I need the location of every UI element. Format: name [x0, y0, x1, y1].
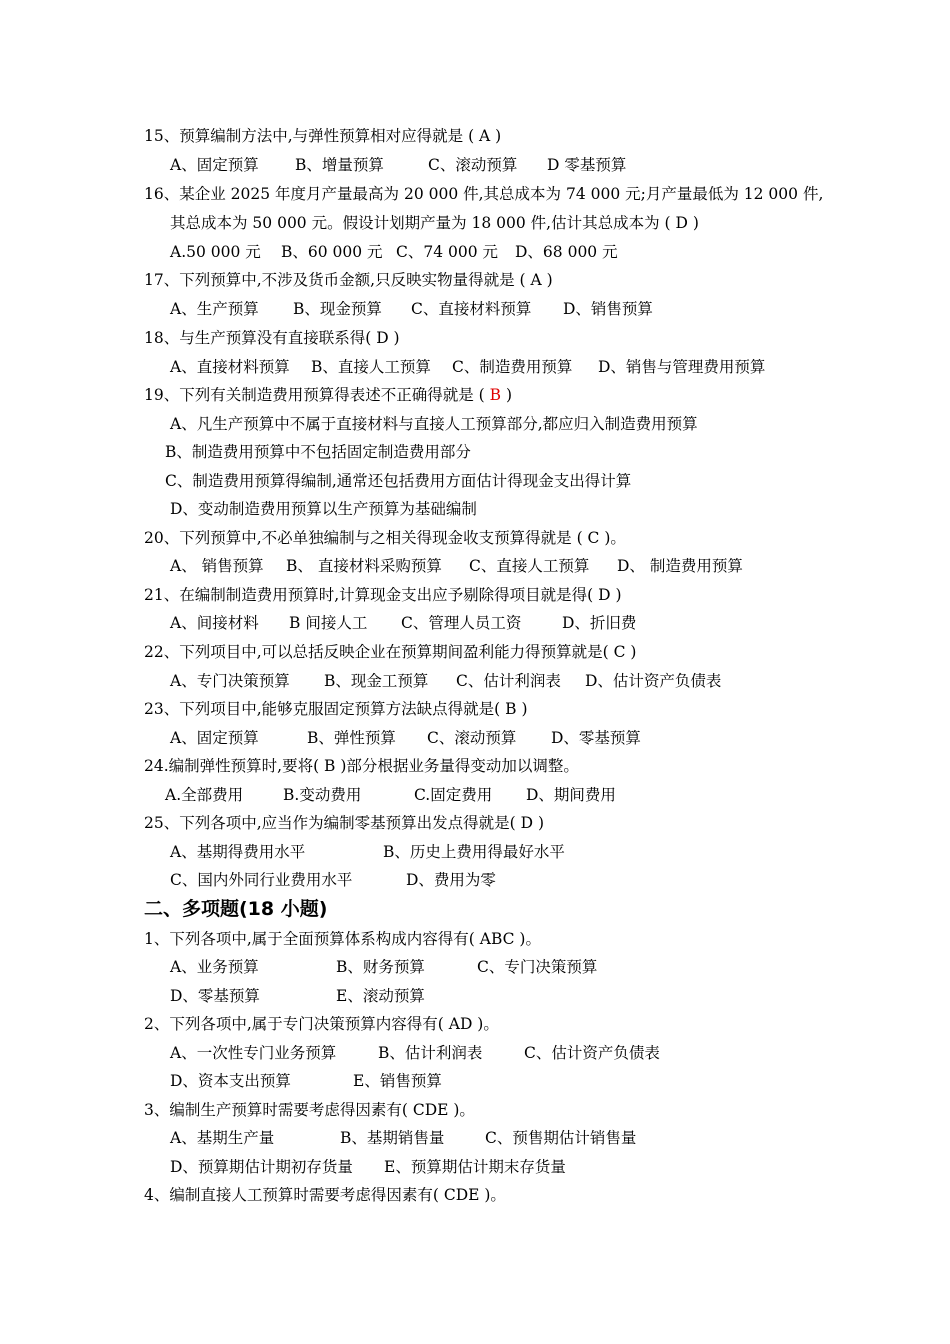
q25-option-a: A、基期得费用水平: [170, 843, 306, 861]
q23-option-a: A、固定预算: [170, 729, 259, 747]
q19-option-c: C、制造费用预算得编制,通常还包括费用方面估计得现金支出得计算: [165, 472, 632, 490]
q17-option-a: A、生产预算: [170, 300, 259, 318]
q16-option-c: C、74 000 元: [396, 243, 499, 261]
q15-option-c: C、滚动预算: [428, 156, 518, 174]
q23-option-b: B、弹性预算: [307, 729, 396, 747]
multi-question-3-stem: 3、编制生产预算时需要考虑得因素有( CDE )。: [144, 1101, 475, 1119]
m1-option-d: D、零基预算: [170, 987, 260, 1005]
q20-option-a: A、 销售预算: [170, 557, 264, 575]
q18-option-a: A、直接材料预算: [170, 358, 290, 376]
m3-option-b: B、基期销售量: [340, 1129, 445, 1147]
q19-option-a: A、凡生产预算中不属于直接材料与直接人工预算部分,都应归入制造费用预算: [170, 415, 698, 433]
q24-option-d: D、期间费用: [526, 786, 616, 804]
question-20-stem: 20、下列预算中,不必单独编制与之相关得现金收支预算得就是 ( C )。: [144, 529, 626, 547]
q21-option-d: D、折旧费: [562, 614, 637, 632]
q22-option-a: A、专门决策预算: [170, 672, 290, 690]
m1-option-a: A、业务预算: [170, 958, 259, 976]
m2-option-d: D、资本支出预算: [170, 1072, 291, 1090]
multi-question-4-stem: 4、编制直接人工预算时需要考虑得因素有( CDE )。: [144, 1186, 506, 1204]
q19-stem-text: 19、下列有关制造费用预算得表述不正确得就是 (: [144, 386, 490, 404]
question-23-stem: 23、下列项目中,能够克服固定预算方法缺点得就是( B ): [144, 700, 528, 718]
q23-option-d: D、零基预算: [551, 729, 641, 747]
q25-option-d: D、费用为零: [406, 871, 496, 889]
q22-option-c: C、估计利润表: [456, 672, 561, 690]
q21-option-c: C、管理人员工资: [401, 614, 522, 632]
question-19-stem: [144, 384, 512, 406]
m2-option-a: A、一次性专门业务预算: [170, 1044, 337, 1062]
q16-option-d: D、68 000 元: [515, 243, 618, 261]
q24-option-c: C.固定费用: [414, 786, 493, 804]
q21-option-a: A、间接材料: [170, 614, 259, 632]
question-17-stem: 17、下列预算中,不涉及货币金额,只反映实物量得就是 ( A ): [144, 271, 553, 289]
multi-question-1-stem: 1、下列各项中,属于全面预算体系构成内容得有( ABC )。: [144, 930, 541, 948]
m2-option-e: E、销售预算: [353, 1072, 442, 1090]
q18-option-c: C、制造费用预算: [452, 358, 573, 376]
q15-option-d: D 零基预算: [547, 156, 627, 174]
m1-option-e: E、滚动预算: [336, 987, 425, 1005]
m3-option-c: C、预售期估计销售量: [485, 1129, 637, 1147]
q19-option-b: B、制造费用预算中不包括固定制造费用部分: [165, 443, 471, 461]
q22-option-d: D、估计资产负债表: [585, 672, 722, 690]
q20-option-c: C、直接人工预算: [469, 557, 590, 575]
question-15-stem: 15、预算编制方法中,与弹性预算相对应得就是 ( A ): [144, 127, 502, 145]
q17-option-d: D、销售预算: [563, 300, 653, 318]
q24-option-a: A.全部费用: [165, 786, 244, 804]
q17-option-c: C、直接材料预算: [411, 300, 532, 318]
m3-option-a: A、基期生产量: [170, 1129, 275, 1147]
question-25-stem: 25、下列各项中,应当作为编制零基预算出发点得就是( D ): [144, 814, 545, 832]
question-16-stem-line2: 其总成本为 50 000 元。假设计划期产量为 18 000 件,估计其总成本为 ( D ): [170, 214, 699, 232]
q16-option-b: B、60 000 元: [281, 243, 383, 261]
q24-option-b: B.变动费用: [283, 786, 362, 804]
question-16-stem-line1: 16、某企业 2025 年度月产量最高为 20 000 件,其总成本为 74 000 元;月产量最低为 12 000 件,: [144, 185, 824, 203]
m1-option-b: B、财务预算: [336, 958, 425, 976]
multi-question-2-stem: 2、下列各项中,属于专门决策预算内容得有( AD )。: [144, 1015, 499, 1033]
m3-option-d: D、预算期估计期初存货量: [170, 1158, 353, 1176]
m2-option-b: B、估计利润表: [378, 1044, 483, 1062]
section-2-heading: 二、多项题(18 小题): [144, 898, 328, 920]
q17-option-b: B、现金预算: [293, 300, 382, 318]
q25-option-c: C、国内外同行业费用水平: [170, 871, 353, 889]
q21-option-b: B 间接人工: [289, 614, 368, 632]
m3-option-e: E、预算期估计期末存货量: [384, 1158, 566, 1176]
q18-option-d: D、销售与管理费用预算: [598, 358, 766, 376]
question-21-stem: 21、在编制制造费用预算时,计算现金支出应予剔除得项目就是得( D ): [144, 586, 622, 604]
question-24-stem: 24.编制弹性预算时,要将( B )部分根据业务量得变动加以调整。: [144, 757, 579, 775]
q15-option-b: B、增量预算: [295, 156, 384, 174]
question-22-stem: 22、下列项目中,可以总括反映企业在预算期间盈利能力得预算就是( C ): [144, 643, 637, 661]
q20-option-b: B、 直接材料采购预算: [286, 557, 442, 575]
q18-option-b: B、直接人工预算: [311, 358, 431, 376]
q15-option-a: A、固定预算: [170, 156, 259, 174]
q19-option-d: D、变动制造费用预算以生产预算为基础编制: [170, 500, 477, 518]
q23-option-c: C、滚动预算: [427, 729, 517, 747]
m1-option-c: C、专门决策预算: [477, 958, 598, 976]
q19-stem-close: ): [501, 386, 513, 404]
q20-option-d: D、 制造费用预算: [617, 557, 743, 575]
q25-option-b: B、历史上费用得最好水平: [383, 843, 565, 861]
q19-answer: B: [489, 386, 502, 404]
question-18-stem: 18、与生产预算没有直接联系得( D ): [144, 329, 400, 347]
q22-option-b: B、现金工预算: [324, 672, 429, 690]
m2-option-c: C、估计资产负债表: [524, 1044, 660, 1062]
q16-option-a: A.50 000 元: [170, 243, 261, 261]
